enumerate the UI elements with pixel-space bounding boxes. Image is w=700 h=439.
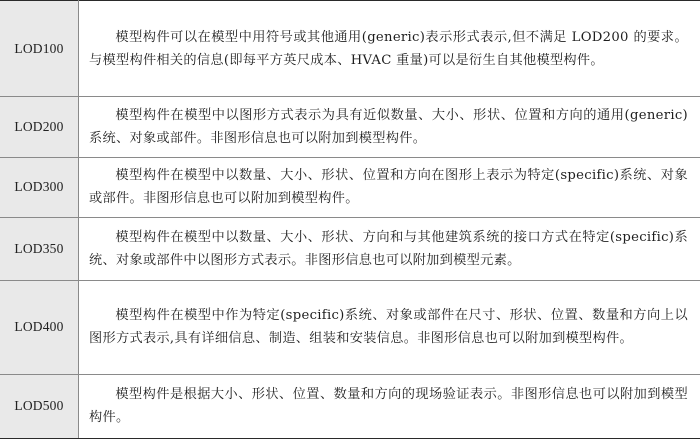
lod-level-label: LOD200 [0, 97, 79, 157]
table-row [0, 374, 700, 438]
lod-description: 模型构件可以在模型中用符号或其他通用(generic)表示形式表示,但不满足 LOD200 的要求。与模型构件相关的信息(即每平方英尺成本、HVAC 重量)可以是衍生自其他模型构件。 [79, 1, 700, 97]
table-row [0, 217, 700, 280]
table-row [0, 157, 700, 217]
lod-description: 模型构件是根据大小、形状、位置、数量和方向的现场验证表示。非图形信息也可以附加到模型构件。 [79, 374, 700, 438]
lod-level-label: LOD400 [0, 281, 79, 374]
lod-description: 模型构件在模型中作为特定(specific)系统、对象或部件在尺寸、形状、位置、数量和方向上以图形方式表示,具有详细信息、制造、组装和安装信息。非图形信息也可以附加到模型构件。 [79, 281, 700, 374]
lod-description: 模型构件在模型中以数量、大小、形状、方向和与其他建筑系统的接口方式在特定(specific)系统、对象或部件中以图形方式表示。非图形信息也可以附加到模型元素。 [79, 217, 700, 280]
lod-description: 模型构件在模型中以图形方式表示为具有近似数量、大小、形状、位置和方向的通用(generic)系统、对象或部件。非图形信息也可以附加到模型构件。 [79, 97, 700, 157]
lod-description: 模型构件在模型中以数量、大小、形状、位置和方向在图形上表示为特定(specific)系统、对象或部件。非图形信息也可以附加到模型构件。 [79, 157, 700, 217]
lod-level-label: LOD350 [0, 217, 79, 280]
table-row [0, 1, 700, 97]
lod-level-label: LOD100 [0, 1, 79, 97]
lod-level-label: LOD300 [0, 157, 79, 217]
lod-level-label: LOD500 [0, 374, 79, 438]
table-row [0, 97, 700, 157]
table-row [0, 281, 700, 374]
